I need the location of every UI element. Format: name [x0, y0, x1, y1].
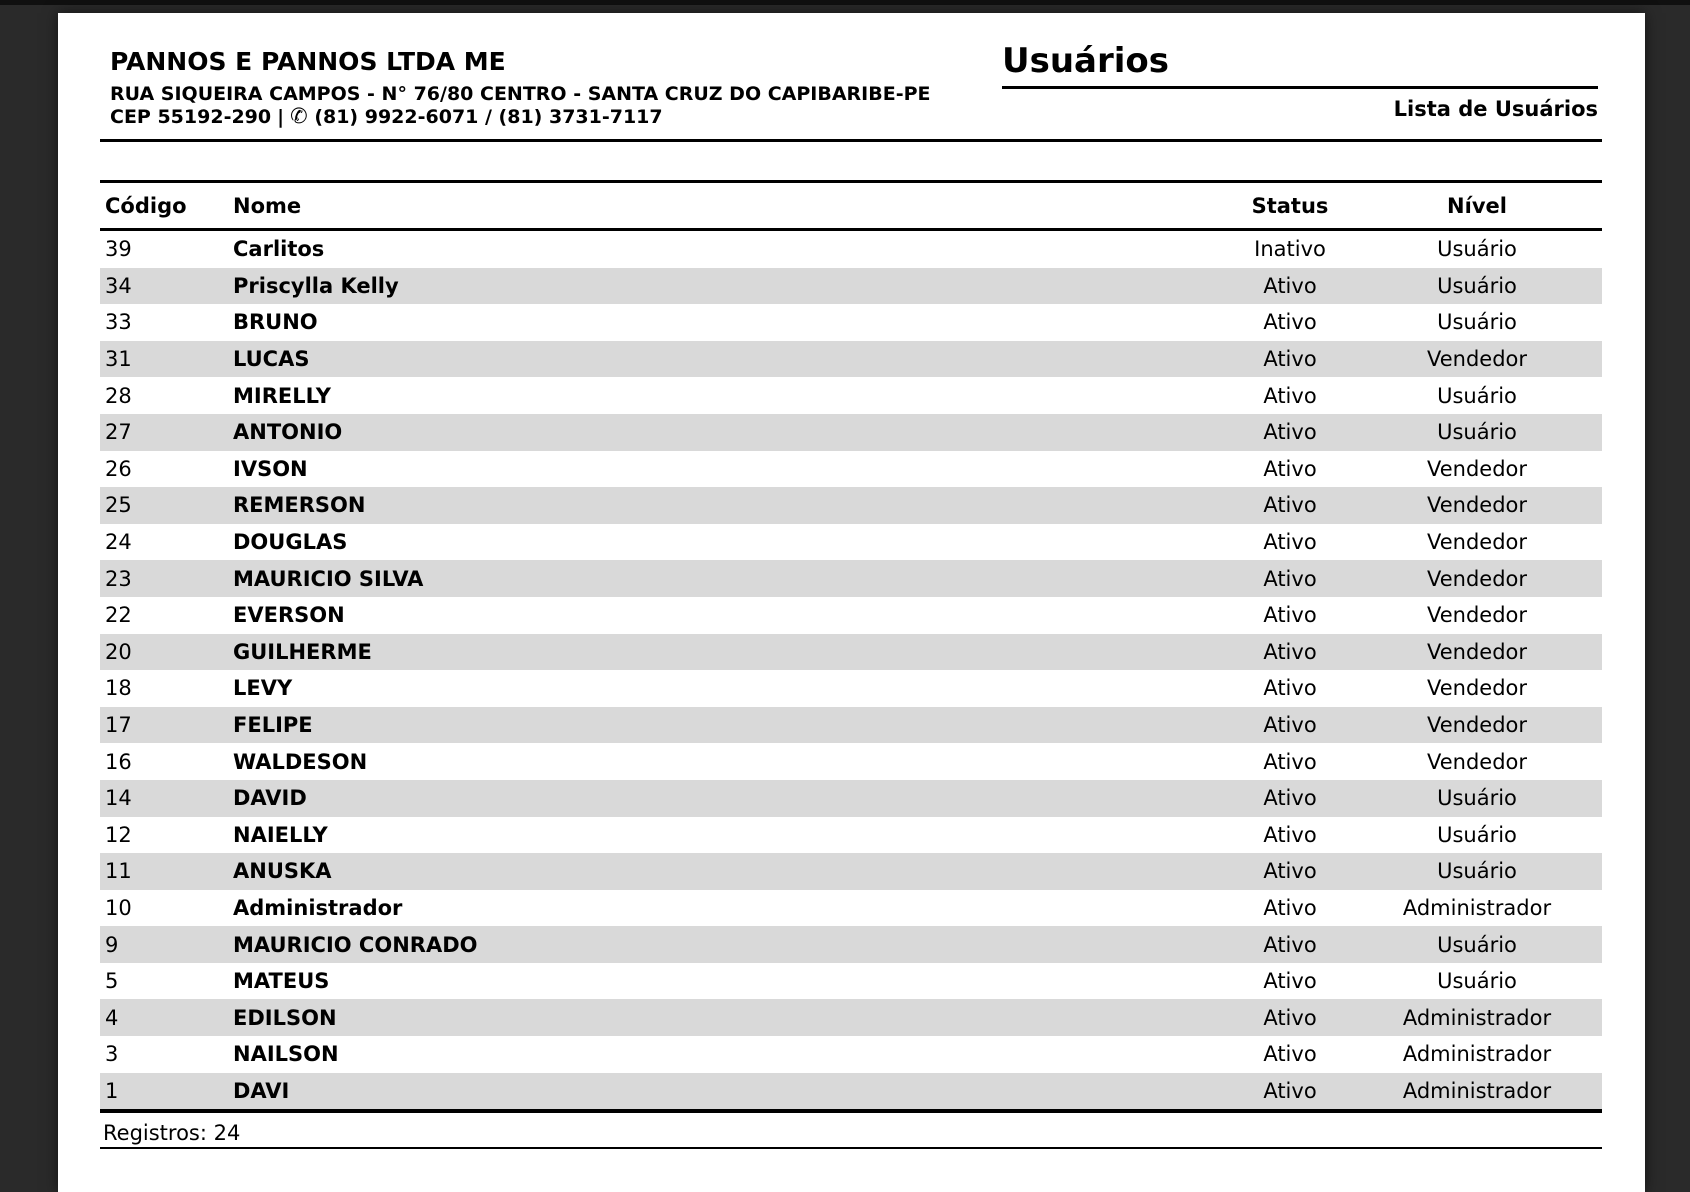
table-row — [100, 890, 1602, 927]
cell-status: Ativo — [1263, 859, 1317, 884]
cell-status: Ativo — [1263, 786, 1317, 811]
cell-nome: MATEUS — [233, 969, 330, 994]
table-row — [100, 634, 1602, 671]
cell-nome: IVSON — [233, 456, 308, 481]
table-header-row — [100, 183, 1602, 228]
cell-codigo: 11 — [105, 859, 132, 884]
table-row — [100, 560, 1602, 597]
cell-codigo: 27 — [105, 420, 132, 445]
cell-codigo: 16 — [105, 749, 132, 774]
cell-codigo: 4 — [105, 1005, 119, 1030]
cell-codigo: 34 — [105, 273, 132, 298]
cell-codigo: 9 — [105, 932, 119, 957]
header-divider — [100, 139, 1602, 142]
table-row — [100, 999, 1602, 1036]
cell-codigo: 1 — [105, 1078, 119, 1103]
cell-status: Ativo — [1263, 603, 1317, 628]
company-contact-line — [110, 105, 931, 128]
cell-status: Ativo — [1263, 713, 1317, 738]
cell-status: Ativo — [1263, 1078, 1317, 1103]
table-row — [100, 268, 1602, 305]
table-body — [100, 231, 1602, 1109]
cell-nivel: Vendedor — [1426, 639, 1528, 664]
cell-codigo: 3 — [105, 1042, 119, 1067]
cell-codigo: 23 — [105, 566, 132, 591]
cell-nome: REMERSON — [233, 493, 366, 518]
cell-nome: MIRELLY — [233, 383, 331, 408]
table-row — [100, 853, 1602, 890]
table-row — [100, 451, 1602, 488]
table-row — [100, 231, 1602, 268]
cell-nivel: Vendedor — [1426, 456, 1528, 481]
phone-icon: ✆ — [290, 104, 308, 129]
company-name: PANNOS E PANNOS LTDA ME — [110, 47, 506, 76]
table-row — [100, 1036, 1602, 1073]
cell-codigo: 39 — [105, 237, 132, 262]
cell-nivel: Administrador — [1402, 1005, 1552, 1030]
cell-nivel: Usuário — [1437, 383, 1517, 408]
cell-codigo: 33 — [105, 310, 132, 335]
cell-codigo: 18 — [105, 676, 132, 701]
cell-nivel: Administrador — [1402, 1078, 1552, 1103]
cell-nome: EVERSON — [233, 603, 345, 628]
cell-nivel: Usuário — [1437, 822, 1517, 847]
table-row — [100, 707, 1602, 744]
cell-nivel: Usuário — [1437, 237, 1517, 262]
cell-nome: LEVY — [233, 676, 293, 701]
cell-nome: DAVI — [233, 1078, 290, 1103]
cell-nivel: Usuário — [1437, 786, 1517, 811]
cell-nivel: Usuário — [1437, 969, 1517, 994]
users-table — [100, 180, 1602, 1149]
cell-nivel: Usuário — [1437, 932, 1517, 957]
cell-nivel: Vendedor — [1426, 749, 1528, 774]
cell-nome: NAIELLY — [233, 822, 328, 847]
cell-nivel: Vendedor — [1426, 530, 1528, 555]
cell-nivel: Vendedor — [1426, 566, 1528, 591]
cell-status: Ativo — [1263, 895, 1317, 920]
table-row — [100, 304, 1602, 341]
cell-status: Ativo — [1263, 566, 1317, 591]
cell-nivel: Usuário — [1437, 273, 1517, 298]
cell-status: Ativo — [1263, 676, 1317, 701]
cell-status: Ativo — [1263, 456, 1317, 481]
cell-nome: Administrador — [233, 895, 403, 920]
table-row — [100, 487, 1602, 524]
cell-status: Ativo — [1263, 347, 1317, 372]
cell-codigo: 20 — [105, 639, 132, 664]
table-row — [100, 341, 1602, 378]
cell-nivel: Vendedor — [1426, 347, 1528, 372]
table-row — [100, 597, 1602, 634]
cell-nome: BRUNO — [233, 310, 318, 335]
cell-codigo: 28 — [105, 383, 132, 408]
table-row — [100, 377, 1602, 414]
cell-nome: WALDESON — [233, 749, 368, 774]
company-cep: CEP 55192-290 — [110, 106, 272, 129]
cell-status: Ativo — [1263, 493, 1317, 518]
cell-nivel: Administrador — [1402, 1042, 1552, 1067]
cell-codigo: 26 — [105, 456, 132, 481]
cell-status: Ativo — [1263, 639, 1317, 664]
cell-status: Ativo — [1263, 1005, 1317, 1030]
records-count: Registros: 24 — [103, 1121, 241, 1146]
table-row — [100, 780, 1602, 817]
cell-codigo: 5 — [105, 969, 119, 994]
company-phones: (81) 9922-6071 / (81) 3731-7117 — [314, 106, 663, 129]
footer-rule — [100, 1147, 1602, 1149]
separator: | — [277, 106, 285, 129]
cell-nome: NAILSON — [233, 1042, 339, 1067]
cell-status: Ativo — [1263, 420, 1317, 445]
cell-nome: LUCAS — [233, 347, 310, 372]
cell-codigo: 14 — [105, 786, 132, 811]
cell-nome: DOUGLAS — [233, 530, 348, 555]
cell-codigo: 25 — [105, 493, 132, 518]
cell-status: Ativo — [1263, 530, 1317, 555]
cell-status: Ativo — [1263, 969, 1317, 994]
cell-nome: MAURICIO SILVA — [233, 566, 424, 591]
cell-nivel: Vendedor — [1426, 493, 1528, 518]
cell-nivel: Vendedor — [1426, 603, 1528, 628]
cell-nome: MAURICIO CONRADO — [233, 932, 478, 957]
cell-nivel: Usuário — [1437, 310, 1517, 335]
report-title-block — [1002, 43, 1598, 121]
column-header-nome: Nome — [233, 193, 302, 218]
cell-codigo: 31 — [105, 347, 132, 372]
cell-nome: ANTONIO — [233, 420, 343, 445]
table-row — [100, 524, 1602, 561]
cell-nivel: Vendedor — [1426, 676, 1528, 701]
company-header — [110, 46, 931, 128]
cell-status: Ativo — [1263, 932, 1317, 957]
cell-codigo: 10 — [105, 895, 132, 920]
report-page — [58, 13, 1645, 1192]
column-header-codigo: Código — [105, 193, 187, 218]
cell-nivel: Usuário — [1437, 859, 1517, 884]
table-row — [100, 743, 1602, 780]
page-title: Usuários — [1002, 43, 1598, 89]
cell-status: Ativo — [1263, 273, 1317, 298]
cell-status: Ativo — [1263, 383, 1317, 408]
cell-status: Ativo — [1263, 749, 1317, 774]
cell-nivel: Vendedor — [1426, 713, 1528, 738]
cell-codigo: 17 — [105, 713, 132, 738]
table-row — [100, 670, 1602, 707]
table-row — [100, 414, 1602, 451]
cell-nome: GUILHERME — [233, 639, 372, 664]
report-subtitle: Lista de Usuários — [1393, 97, 1598, 122]
cell-nivel: Usuário — [1437, 420, 1517, 445]
table-row — [100, 1073, 1602, 1110]
cell-status: Ativo — [1263, 310, 1317, 335]
table-row — [100, 963, 1602, 1000]
cell-status: Inativo — [1254, 237, 1326, 262]
cell-nome: Priscylla Kelly — [233, 273, 399, 298]
cell-nome: EDILSON — [233, 1005, 337, 1030]
cell-nome: Carlitos — [233, 237, 325, 262]
column-header-status: Status — [1251, 193, 1329, 218]
table-row — [100, 817, 1602, 854]
company-address: RUA SIQUEIRA CAMPOS - N° 76/80 CENTRO - SANTA CRUZ DO CAPIBARIBE-PE — [110, 83, 931, 106]
viewer-top-bar — [0, 0, 1690, 5]
cell-nome: FELIPE — [233, 713, 313, 738]
cell-codigo: 12 — [105, 822, 132, 847]
cell-status: Ativo — [1263, 1042, 1317, 1067]
column-header-nivel: Nível — [1447, 193, 1507, 218]
table-row — [100, 926, 1602, 963]
cell-nome: DAVID — [233, 786, 307, 811]
cell-codigo: 24 — [105, 530, 132, 555]
cell-codigo: 22 — [105, 603, 132, 628]
cell-nome: ANUSKA — [233, 859, 332, 884]
cell-status: Ativo — [1263, 822, 1317, 847]
cell-nivel: Administrador — [1402, 895, 1552, 920]
